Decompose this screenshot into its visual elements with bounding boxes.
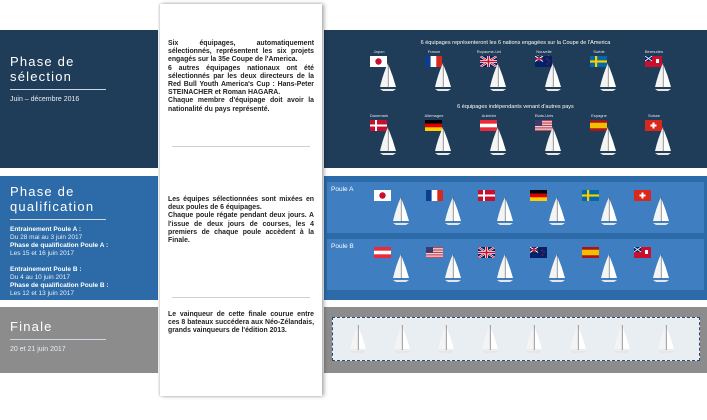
finale-divider (10, 339, 106, 340)
sailboat-icon (442, 253, 464, 283)
entry-value: Les 12 et 13 juin 2017 (10, 290, 74, 297)
finale-desc-para: Le vainqueur de cette finale courue entre ces 8 bateaux succédera aux Néo-Zélandais, grands vainqueurs de l'édition 2013. (168, 311, 314, 335)
sailboat-icon (494, 253, 516, 283)
sailboat-icon (479, 324, 501, 354)
sailboat-icon (432, 126, 454, 156)
poule-b-label: Poule B (331, 243, 354, 250)
selection-description (168, 40, 314, 114)
entry-value: Du 28 mai au 3 juin 2017 (10, 234, 83, 241)
sailboat-icon (652, 62, 674, 92)
sailboat-icon (611, 324, 633, 354)
finale-description (168, 311, 314, 336)
nation-label: Etats-Unis (534, 113, 554, 118)
entry-label: Entrainement Poule B : (10, 266, 82, 273)
qualification-desc-para: Chaque poule régate pendant deux jours. A l'issue de deux jours de courses, les 4 premiers de chaque poule accèdent à la Finale. (168, 212, 314, 245)
sailboat-icon (542, 62, 564, 92)
sailboat-icon (598, 196, 620, 226)
sailboat-icon (391, 324, 413, 354)
qualification-band (0, 176, 707, 300)
sailboat-icon (546, 253, 568, 283)
sailboat-icon (442, 196, 464, 226)
flag-bm-icon (634, 247, 651, 258)
sailboat-icon (432, 62, 454, 92)
flag-ch-icon (634, 190, 651, 201)
poule-b-row (327, 239, 704, 290)
flag-dk-icon (478, 190, 495, 201)
flag-se-icon (582, 190, 599, 201)
qualification-divider (10, 219, 106, 220)
sailboat-icon (650, 196, 672, 226)
selection-divider (10, 89, 106, 90)
entry-value: Les 15 et 16 juin 2017 (10, 250, 74, 257)
flag-es-icon (582, 247, 599, 258)
sailboat-icon (494, 196, 516, 226)
selection-caption-2: 6 équipages indépendants venant d'autres pays (457, 104, 574, 110)
nation-label: Royaume-Uni (476, 49, 502, 54)
nation-label: Suède (593, 49, 605, 54)
qualification-description (168, 196, 314, 245)
sailboat-icon (650, 253, 672, 283)
sailboat-icon (487, 62, 509, 92)
selection-caption-1: 6 équipages représenteront les 6 nations engagées sur la Coupe de l'America (420, 40, 611, 46)
selection-band (0, 30, 707, 168)
flag-us-icon (426, 247, 443, 258)
qualification-title-line2: qualification (10, 199, 95, 214)
finale-boats-frame (332, 317, 700, 361)
sailboat-icon (523, 324, 545, 354)
flag-nz-icon (530, 247, 547, 258)
entry-value: Du 4 au 10 juin 2017 (10, 274, 70, 281)
nation-label: Bermudes (644, 49, 664, 54)
finale-panel (324, 307, 707, 373)
sailboat-icon (377, 126, 399, 156)
selection-desc-para: Chaque membre d'équipage doit avoir la nationalité du pays représenté. (168, 97, 314, 113)
nation-label: Nouvelle (536, 49, 552, 54)
sailboat-icon (598, 253, 620, 283)
entry-label: Phase de qualification Poule A : (10, 242, 109, 249)
finale-band (0, 307, 707, 373)
qualification-title-line1: Phase de (10, 184, 75, 199)
sailboat-icon (655, 324, 677, 354)
nation-label: Autriche (481, 113, 497, 118)
paper-divider (172, 297, 310, 298)
sailboat-icon (567, 324, 589, 354)
entry-label: Phase de qualification Poule B : (10, 282, 109, 289)
selection-title-line2: sélection (10, 69, 73, 84)
nation-label: Allemagne (424, 113, 444, 118)
poule-a-label: Poule A (331, 186, 354, 193)
selection-panel (324, 30, 707, 168)
nation-label: Japon (373, 49, 385, 54)
sailboat-icon (390, 196, 412, 226)
selection-title-line1: Phase de (10, 54, 75, 69)
flag-fr-icon (426, 190, 443, 201)
entry-label: Entrainement Poule A : (10, 226, 82, 233)
nation-label: France (427, 49, 441, 54)
nation-label: Espagne (591, 113, 607, 118)
poule-a-row (327, 182, 704, 233)
finale-date: 20 et 21 juin 2017 (10, 346, 66, 353)
sailboat-icon (546, 196, 568, 226)
sailboat-icon (390, 253, 412, 283)
sailboat-icon (347, 324, 369, 354)
sailboat-icon (542, 126, 564, 156)
qualification-phase-box (0, 176, 158, 300)
sailboat-icon (597, 62, 619, 92)
qualification-desc-para: Les équipes sélectionnées sont mixées en deux poules de 6 équipages. (168, 196, 314, 212)
flag-jp-icon (374, 190, 391, 201)
flag-de-icon (530, 190, 547, 201)
sailboat-icon (652, 126, 674, 156)
flag-gb-icon (478, 247, 495, 258)
nation-label: Danemark (369, 113, 389, 118)
finale-title: Finale (10, 319, 53, 334)
finale-phase-box (0, 307, 158, 373)
paper-divider (172, 146, 310, 147)
selection-desc-para: 6 autres équipages nationaux ont été sélectionnés par les deux directeurs de la Red Bull Youth America's Cup : Hans-Peter STEINACHER et Roman HAGARA. (168, 64, 314, 97)
sailboat-icon (487, 126, 509, 156)
flag-at-icon (374, 247, 391, 258)
nation-label: Suisse (647, 113, 660, 118)
selection-phase-box (0, 30, 158, 168)
selection-date: Juin – décembre 2016 (10, 96, 80, 103)
sailboat-icon (597, 126, 619, 156)
qualification-panel (324, 176, 707, 300)
sailboat-icon (377, 62, 399, 92)
selection-desc-para: Six équipages, automatiquement sélectionnés, représentent les six projets engagés sur la 35e Coupe de l'America. (168, 40, 314, 64)
sailboat-icon (435, 324, 457, 354)
